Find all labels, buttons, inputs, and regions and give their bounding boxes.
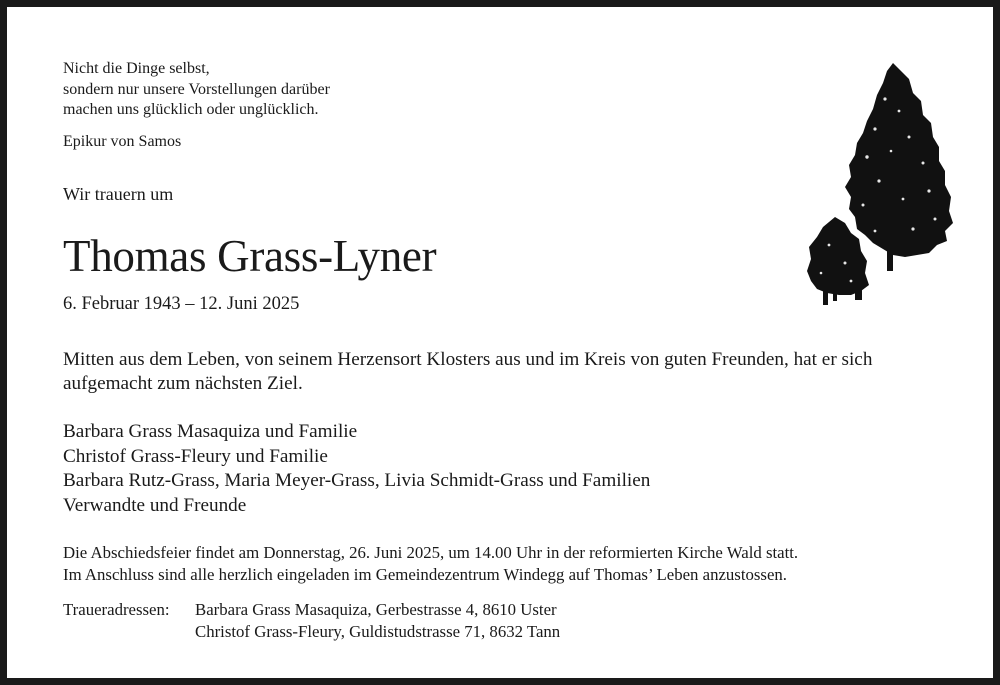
epigraph-quote xyxy=(63,59,330,121)
service-line: Im Anschluss sind alle herzlich eingeladen im Gemeindezentrum Windegg auf Thomas’ Leben anzustossen. xyxy=(63,565,787,584)
mourning-addresses xyxy=(63,599,560,643)
service-line: Die Abschiedsfeier findet am Donnerstag, 26. Juni 2025, um 14.00 Uhr in der reformierten Kirche Wald statt. xyxy=(63,543,799,562)
life-dates: 6. Februar 1943 – 12. Juni 2025 xyxy=(63,294,300,314)
mourner-entry: Barbara Grass Masaquiza und Familie xyxy=(63,421,358,442)
pine-tree-icon xyxy=(805,59,955,307)
addresses-label: Traueradressen: xyxy=(63,600,170,619)
quote-line: sondern nur unsere Vorstellungen darüber xyxy=(63,80,330,98)
mourner-entry: Christof Grass-Fleury und Familie xyxy=(63,445,328,467)
mourning-intro: Wir trauern um xyxy=(63,184,174,204)
deceased-name: Thomas Grass-Lyner xyxy=(63,231,437,281)
quote-line: Nicht die Dinge selbst, xyxy=(63,60,210,77)
address-entry: Barbara Grass Masaquiza, Gerbestrasse 4, 8610 Uster xyxy=(195,600,557,619)
service-notice xyxy=(63,542,798,586)
quote-author: Epikur von Samos xyxy=(63,133,182,150)
address-entry: Christof Grass-Fleury, Guldistudstrasse 71, 8632 Tann xyxy=(195,622,561,641)
biography-text: Mitten aus dem Leben, von seinem Herzensort Klosters aus und im Kreis von guten Freunden, hat er sich aufgemacht zum nächsten Ziel. xyxy=(63,349,873,394)
mourner-entry: Barbara Rutz-Grass, Maria Meyer-Grass, Livia Schmidt-Grass und Familien xyxy=(63,470,651,491)
mourner-entry: Verwandte und Freunde xyxy=(63,494,247,516)
mourners-list xyxy=(63,420,650,518)
quote-line: machen uns glücklich oder unglücklich. xyxy=(63,101,319,118)
